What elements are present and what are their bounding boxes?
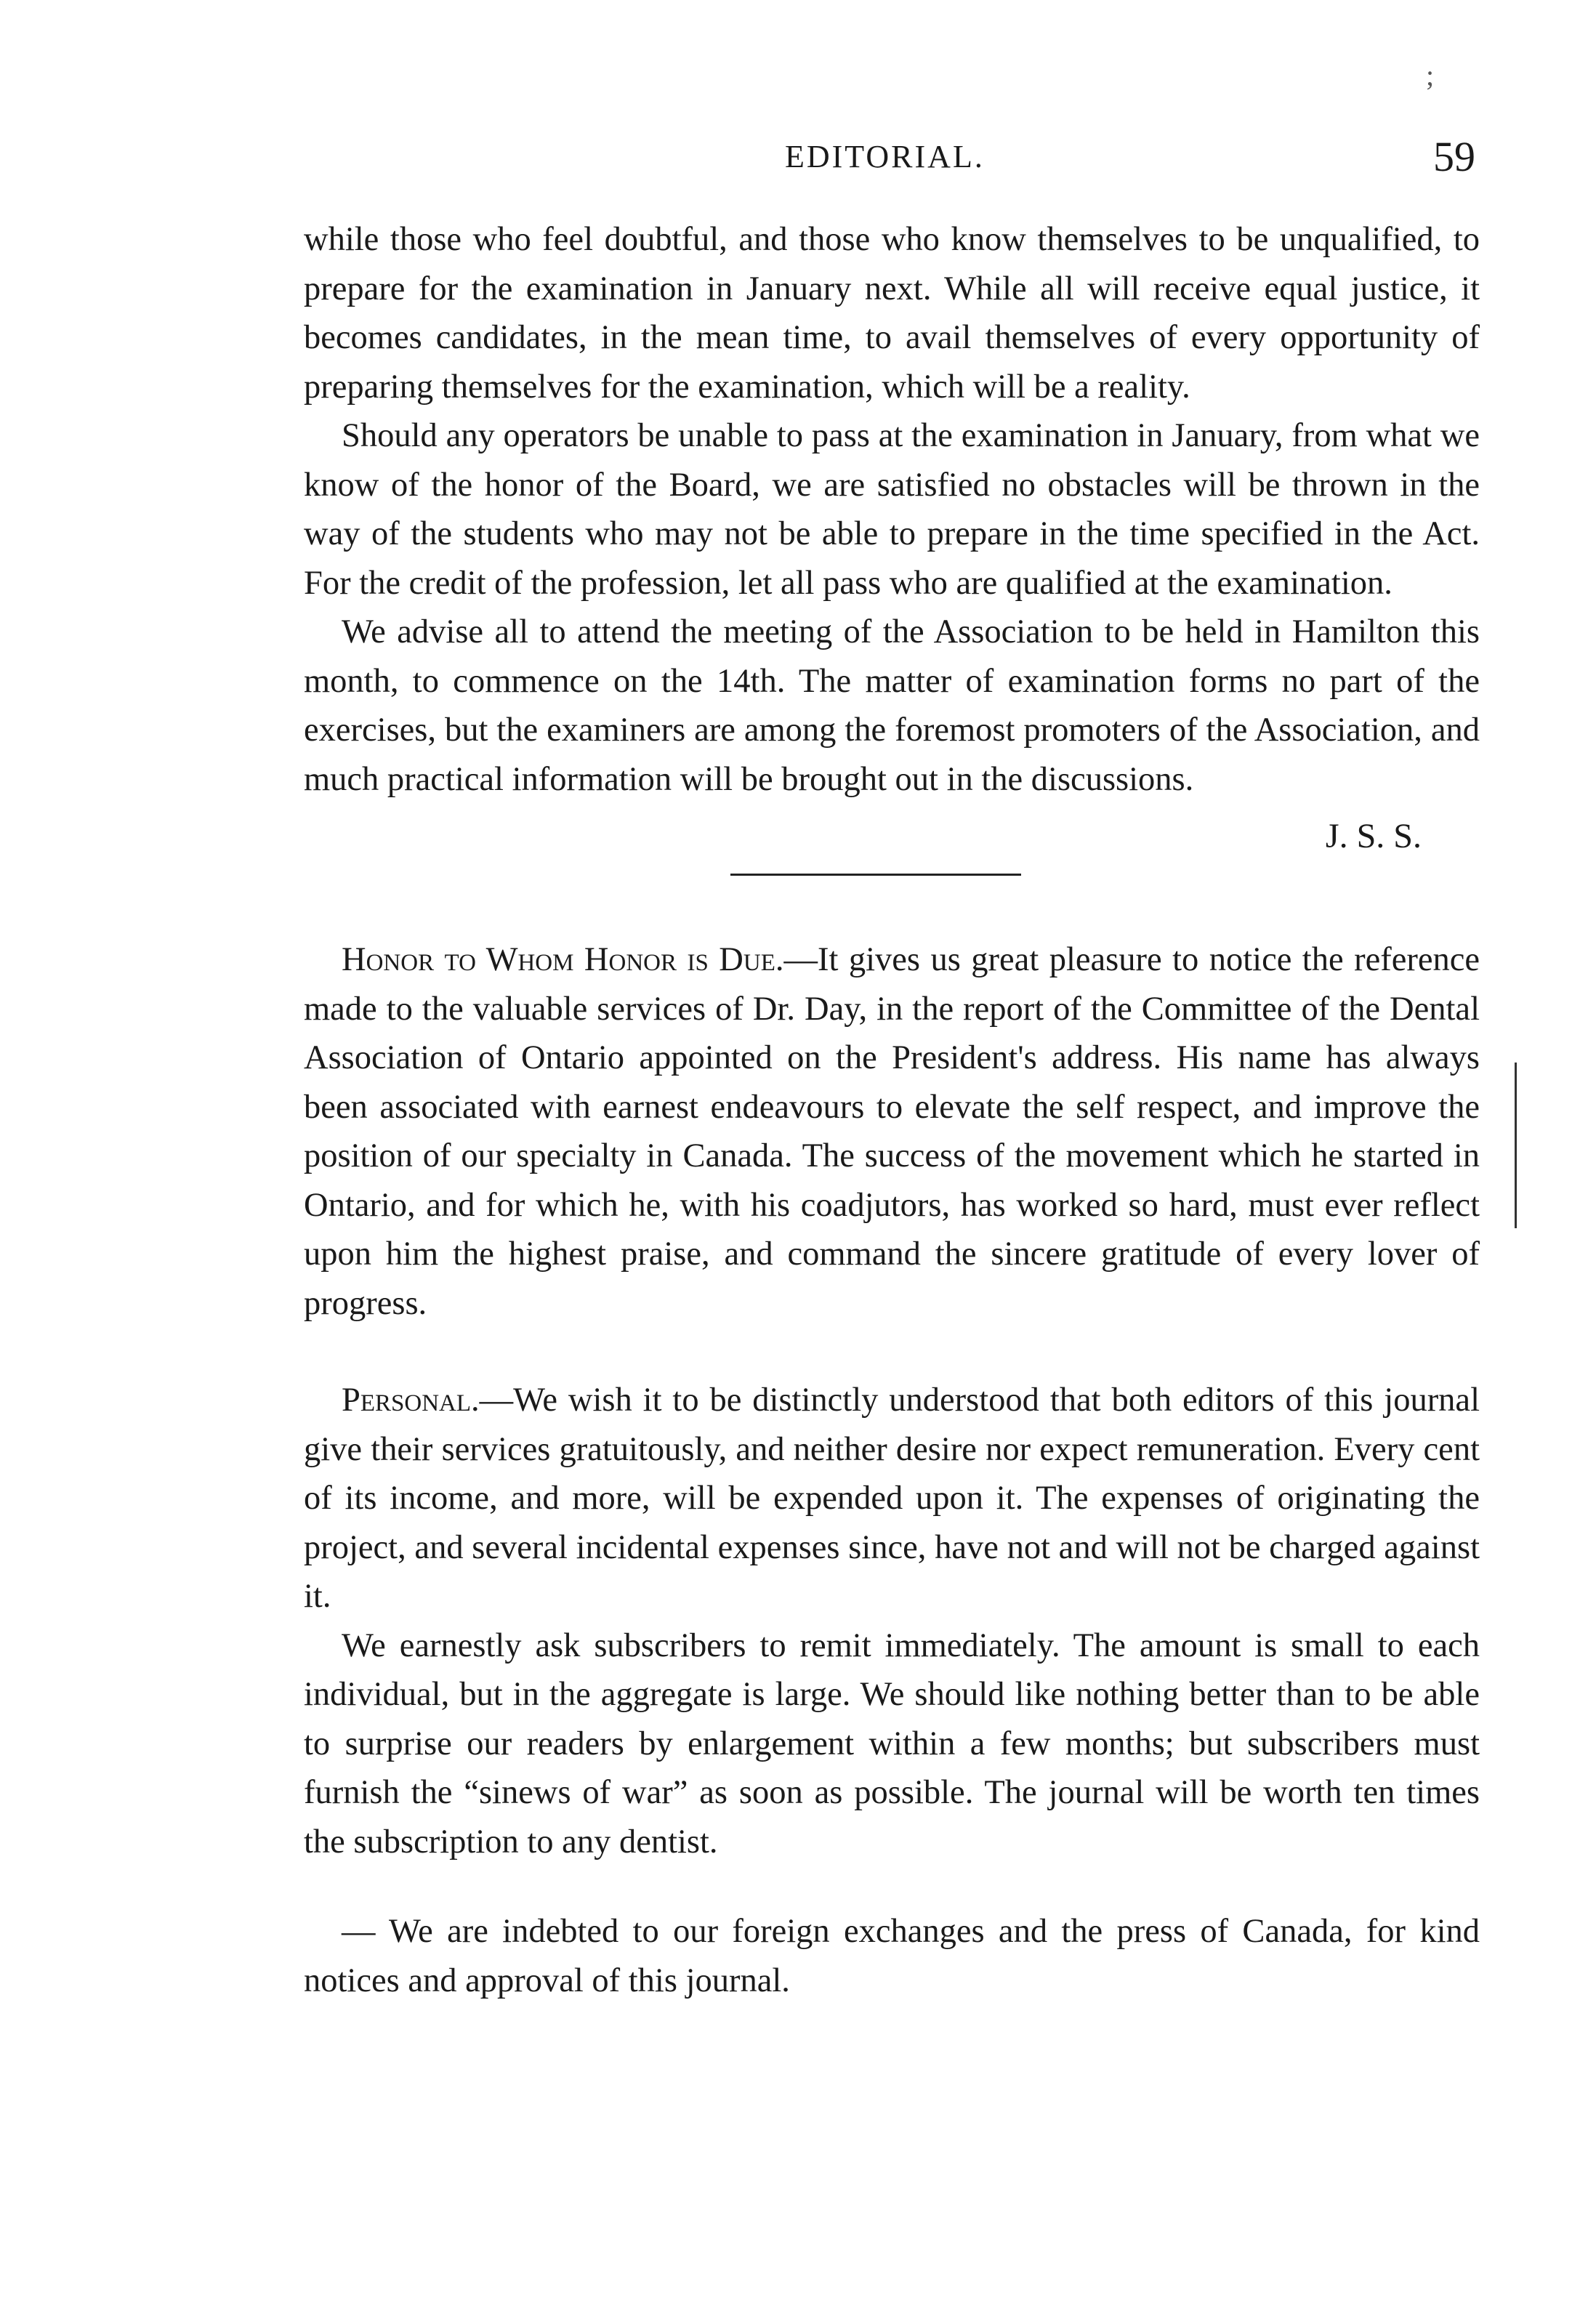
paragraph-association-meeting: We advise all to attend the meeting of the Association to be held in Hamilton this month, to commence on the 14th. The matter of examination forms no part of the exercises, but the examiners are among the foremost promoters of the Association, and much practical information will be brought out in the discussions.: [304, 613, 1480, 798]
section-gap: [304, 1328, 1480, 1376]
honor-heading: Honor to Whom Honor is Due.: [342, 941, 784, 978]
paragraph-continuation: while those who feel doubtful, and those who know themselves to be unqualified, to prepare for the examination in January next. While all will receive equal justice, it becomes candidates, in the mean time, to avail themselves of every opportunity of preparing themselves for the examination, which will be a reality.: [304, 221, 1480, 406]
page-header: [305, 133, 1475, 189]
margin-annotation-line: [1515, 1063, 1517, 1228]
section-divider: [730, 874, 1021, 876]
margin-punctuation-mark: ;: [1426, 59, 1435, 92]
editor-signature: J. S. S.: [1325, 817, 1422, 855]
personal-section: [304, 1376, 1480, 1621]
article-body: [304, 215, 1480, 2005]
personal-text: —We wish it to be distinctly understood that both editors of this journal give their services gratuitously, and neither desire nor expect remuneration. Every cent of its income, and more, will be expended upon it. The expenses of originating the project, and several incidental expenses since, have not and will not be charged against it.: [304, 1382, 1480, 1615]
honor-section: [304, 935, 1480, 1328]
paragraph-subscribers: We earnestly ask subscribers to remit immediately. The amount is small to each individual, but in the aggregate is large. We should like nothing better than to be able to surprise our readers by enlargement within a few months; but subscribers must furnish the “sinews of war” as soon as possible. The journal will be worth ten times the subscription to any dentist.: [304, 1626, 1480, 1860]
closing-note: — We are indebted to our foreign exchanges and the press of Canada, for kind notices and approval of this journal.: [304, 1913, 1480, 1999]
running-head: EDITORIAL.: [785, 139, 985, 174]
honor-text: —It gives us great pleasure to notice the reference made to the valuable services of Dr. Day, in the report of the Committee of the Dental Association of Ontario appointed on the President's address. His name has always been associated with earnest endeavours to elevate the self respect, and improve the position of our specialty in Canada. The success of the movement which he started in Ontario, and for which he, with his coadjutors, has worked so hard, must ever reflect upon him the highest praise, and command the sincere gratitude of every lover of progress.: [304, 941, 1480, 1322]
personal-heading: Personal.: [342, 1382, 480, 1419]
paragraph-board-examination: Should any operators be unable to pass at the examination in January, from what we know of the honor of the Board, we are satisfied no obstacles will be thrown in the way of the students who may not be able to prepare in the time specified in the Act. For the credit of the profession, let all pass who are qualified at the examination.: [304, 417, 1480, 602]
section-gap: [304, 1866, 1480, 1907]
page-number: 59: [1433, 133, 1475, 180]
